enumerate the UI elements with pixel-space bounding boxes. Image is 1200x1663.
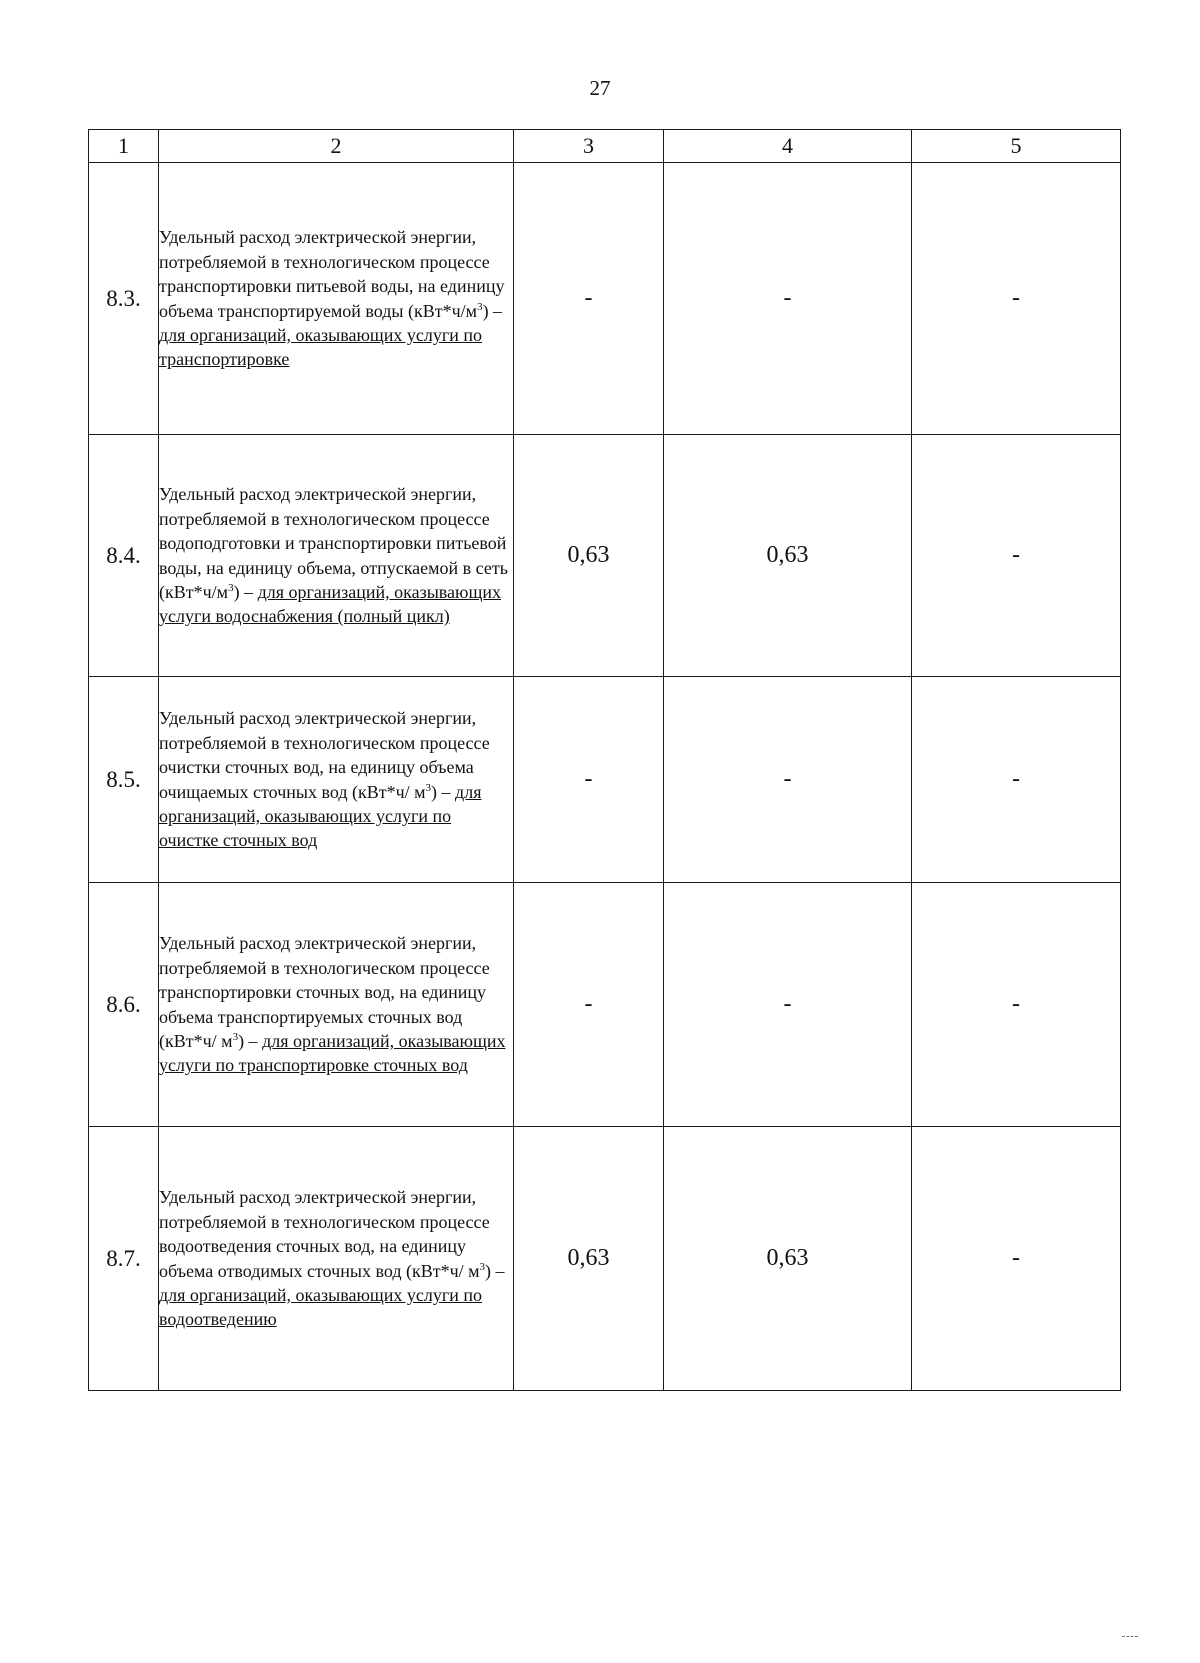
row-description	[159, 435, 514, 677]
description-text: Удельный расход электрической энергии, потребляемой в технологическом процессе водоотведения сточных вод, на единицу объема отводимых сточных вод (кВт*ч/ м	[159, 1187, 490, 1281]
header-row	[89, 130, 1121, 163]
row-number: 8.4.	[89, 435, 159, 677]
description-underlined: для организаций, оказывающих услуги по транспортировке	[159, 324, 483, 370]
table-header	[89, 130, 1121, 163]
description-dash: ) –	[482, 300, 503, 321]
table-row	[89, 435, 1121, 677]
value-col-5: -	[912, 677, 1121, 883]
row-description	[159, 883, 514, 1127]
description-dash: ) –	[238, 1030, 263, 1051]
description-text: Удельный расход электрической энергии, потребляемой в технологическом процессе транспортировки питьевой воды, на единицу объема транспортируемой воды (кВт*ч/м	[159, 227, 505, 321]
description-text: Удельный расход электрической энергии, потребляемой в технологическом процессе водоподготовки и транспортировки питьевой воды, на единицу объема, отпускаемой в сеть (кВт*ч/м	[159, 484, 508, 602]
description-underlined: для организаций, оказывающих услуги по транспортировке сточных вод	[159, 1030, 506, 1076]
description-dash: ) –	[485, 1260, 505, 1281]
value-col-4: -	[664, 163, 912, 435]
description-dash: ) –	[431, 781, 456, 802]
superscript: 3	[477, 300, 483, 313]
description-text: Удельный расход электрической энергии, потребляемой в технологическом процессе транспортировки сточных вод, на единицу объема транспортируемых сточных вод (кВт*ч/ м	[159, 933, 490, 1051]
row-number: 8.6.	[89, 883, 159, 1127]
value-col-3: -	[514, 163, 664, 435]
value-col-4: -	[664, 677, 912, 883]
superscript: 3	[232, 1030, 239, 1043]
value-col-3: -	[514, 883, 664, 1127]
page-number: 27	[589, 76, 611, 100]
header-col-1: 1	[89, 130, 159, 163]
indicator-table	[88, 129, 1121, 1391]
header-col-2: 2	[159, 130, 514, 163]
description-underlined: для организаций, оказывающих услуги по очистке сточных вод	[159, 781, 482, 851]
row-description	[159, 163, 514, 435]
superscript: 3	[479, 1260, 486, 1273]
description-dash: ) –	[233, 581, 258, 602]
header-col-5: 5	[912, 130, 1121, 163]
value-col-4: -	[664, 883, 912, 1127]
row-description	[159, 677, 514, 883]
value-col-5: -	[912, 163, 1121, 435]
value-col-5: -	[912, 435, 1121, 677]
description-underlined: для организаций, оказывающих услуги водоснабжения (полный цикл)	[159, 581, 501, 627]
value-col-3: 0,63	[514, 435, 664, 677]
table-body	[89, 163, 1121, 1391]
superscript: 3	[425, 781, 432, 794]
description-underlined: для организаций, оказывающих услуги по водоотведению	[159, 1284, 483, 1330]
row-number: 8.3.	[89, 163, 159, 435]
table-row	[89, 883, 1121, 1127]
scan-mark	[1122, 1636, 1138, 1638]
header-col-3: 3	[514, 130, 664, 163]
value-col-4: 0,63	[664, 1127, 912, 1391]
row-number: 8.5.	[89, 677, 159, 883]
description-text: Удельный расход электрической энергии, потребляемой в технологическом процессе очистки сточных вод, на единицу объема очищаемых сточных вод (кВт*ч/ м	[159, 708, 490, 802]
value-col-5: -	[912, 1127, 1121, 1391]
value-col-5: -	[912, 883, 1121, 1127]
table-row	[89, 163, 1121, 435]
value-col-3: 0,63	[514, 1127, 664, 1391]
header-col-4: 4	[664, 130, 912, 163]
row-description	[159, 1127, 514, 1391]
superscript: 3	[228, 581, 234, 594]
table-row	[89, 677, 1121, 883]
value-col-4: 0,63	[664, 435, 912, 677]
value-col-3: -	[514, 677, 664, 883]
row-number: 8.7.	[89, 1127, 159, 1391]
table-row	[89, 1127, 1121, 1391]
